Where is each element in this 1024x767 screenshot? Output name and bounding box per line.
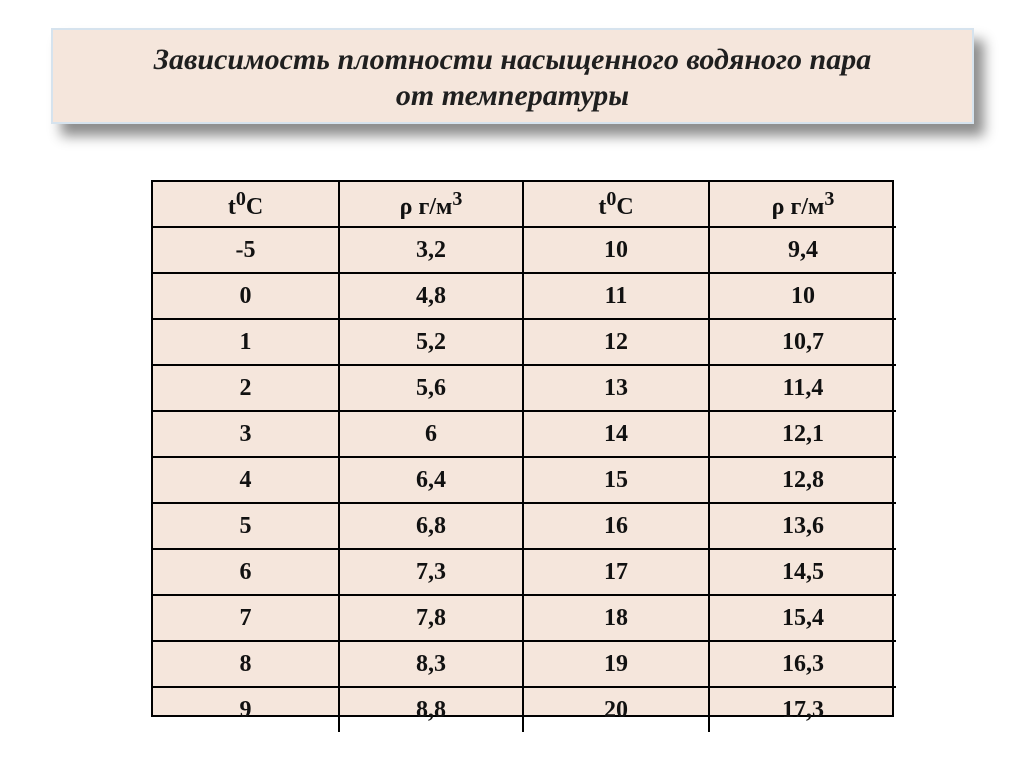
density-cell: 10,7 bbox=[709, 319, 896, 365]
title-box bbox=[51, 28, 974, 124]
temperature-cell: 1 bbox=[153, 319, 339, 365]
temperature-cell: -5 bbox=[153, 227, 339, 273]
table-row bbox=[153, 687, 896, 732]
header-temperature-2: $t^0C$ bbox=[523, 182, 709, 227]
density-cell: 4,8 bbox=[339, 273, 523, 319]
temperature-cell: 16 bbox=[523, 503, 709, 549]
temperature-cell: 12 bbox=[523, 319, 709, 365]
density-cell: 13,6 bbox=[709, 503, 896, 549]
temperature-cell: 20 bbox=[523, 687, 709, 732]
density-cell: 14,5 bbox=[709, 549, 896, 595]
temperature-cell: 3 bbox=[153, 411, 339, 457]
density-cell: 9,4 bbox=[709, 227, 896, 273]
temperature-cell: 15 bbox=[523, 457, 709, 503]
density-cell: 10 bbox=[709, 273, 896, 319]
temperature-cell: 2 bbox=[153, 365, 339, 411]
temperature-cell: 18 bbox=[523, 595, 709, 641]
table-row bbox=[153, 503, 896, 549]
data-table-container bbox=[151, 180, 894, 723]
density-cell: 8,8 bbox=[339, 687, 523, 732]
density-cell: 6 bbox=[339, 411, 523, 457]
temperature-cell: 9 bbox=[153, 687, 339, 732]
table-header-row bbox=[153, 182, 896, 227]
temperature-cell: 7 bbox=[153, 595, 339, 641]
temperature-cell: 4 bbox=[153, 457, 339, 503]
temperature-cell: 11 bbox=[523, 273, 709, 319]
temperature-cell: 6 bbox=[153, 549, 339, 595]
temperature-cell: 14 bbox=[523, 411, 709, 457]
temperature-cell: 17 bbox=[523, 549, 709, 595]
table-row bbox=[153, 365, 896, 411]
table-row bbox=[153, 319, 896, 365]
density-cell: 11,4 bbox=[709, 365, 896, 411]
density-cell: 5,6 bbox=[339, 365, 523, 411]
density-cell: 8,3 bbox=[339, 641, 523, 687]
header-density-1: ρ $г/м^3$ bbox=[339, 182, 523, 227]
density-cell: 7,3 bbox=[339, 549, 523, 595]
temperature-cell: 10 bbox=[523, 227, 709, 273]
table-row bbox=[153, 549, 896, 595]
table-row bbox=[153, 457, 896, 503]
header-density-2: ρ $г/м^3$ bbox=[709, 182, 896, 227]
title-line-2: от температуры bbox=[395, 79, 630, 112]
density-cell: 6,8 bbox=[339, 503, 523, 549]
density-cell: 3,2 bbox=[339, 227, 523, 273]
temperature-cell: 19 bbox=[523, 641, 709, 687]
temperature-cell: 0 bbox=[153, 273, 339, 319]
density-cell: 12,1 bbox=[709, 411, 896, 457]
density-cell: 7,8 bbox=[339, 595, 523, 641]
table-row bbox=[153, 411, 896, 457]
table-row bbox=[153, 273, 896, 319]
density-cell: 12,8 bbox=[709, 457, 896, 503]
temperature-cell: 8 bbox=[153, 641, 339, 687]
table-row bbox=[153, 641, 896, 687]
temperature-cell: 13 bbox=[523, 365, 709, 411]
density-cell: 6,4 bbox=[339, 457, 523, 503]
table-row bbox=[153, 227, 896, 273]
table-row bbox=[153, 595, 896, 641]
temperature-cell: 5 bbox=[153, 503, 339, 549]
density-cell: 17,3 bbox=[709, 687, 896, 732]
density-cell: 16,3 bbox=[709, 641, 896, 687]
density-cell: 5,2 bbox=[339, 319, 523, 365]
title-line-1: Зависимость плотности насыщенного водяного пара bbox=[153, 43, 872, 76]
table-body bbox=[153, 227, 896, 732]
header-temperature-1: $t^0C$ bbox=[153, 182, 339, 227]
vapor-density-table bbox=[153, 182, 896, 732]
density-cell: 15,4 bbox=[709, 595, 896, 641]
page-title bbox=[154, 42, 872, 114]
